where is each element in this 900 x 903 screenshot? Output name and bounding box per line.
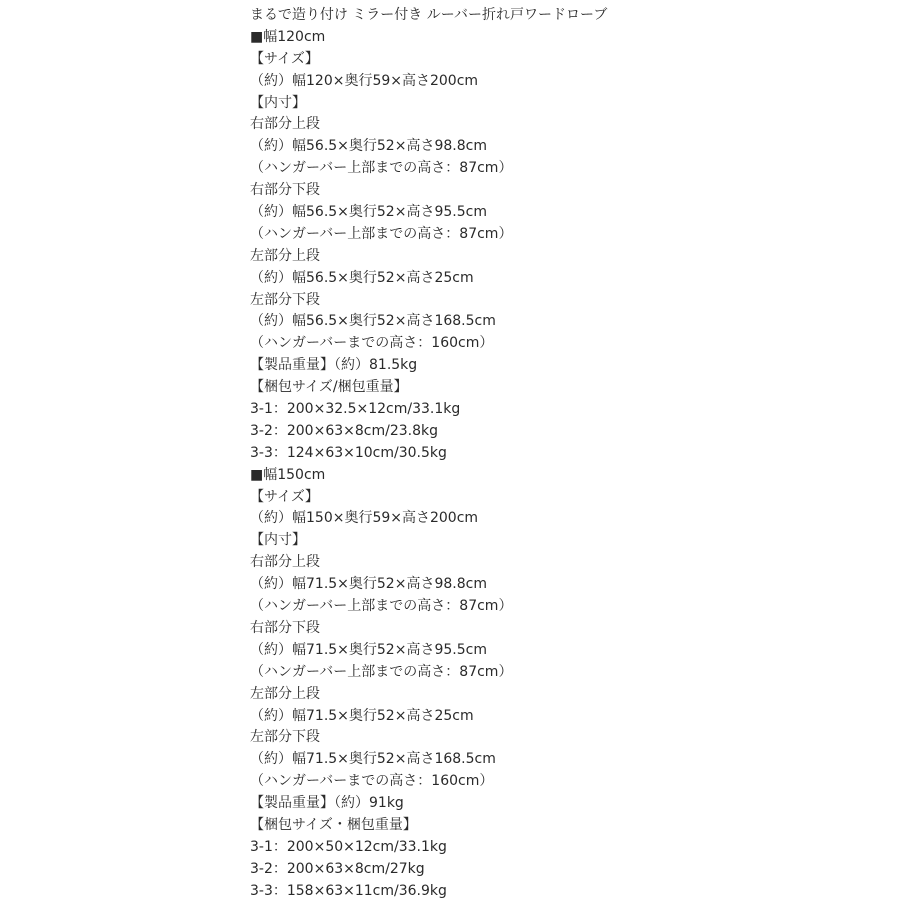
spec-line: 3-2：200×63×8cm/27kg [250,860,425,877]
spec-line: 3-1：200×50×12cm/33.1kg [250,838,447,855]
spec-line: 3-3：158×63×11cm/36.9kg [250,882,447,899]
spec-line: （ハンガーバーまでの高さ：160cm） [250,335,494,352]
spec-line: 右部分下段 [250,619,320,636]
spec-line: （ハンガーバー上部までの高さ：87cm） [250,225,513,242]
spec-line: 【製品重量】（約）91kg [250,795,404,812]
spec-line: 左部分下段 [250,291,320,308]
spec-line: （約）幅56.5×奥行52×高さ98.8cm [250,138,487,155]
spec-line: （約）幅120×奥行59×高さ200cm [250,72,479,89]
spec-line: 3-3：124×63×10cm/30.5kg [250,444,447,461]
spec-line: 3-2：200×63×8cm/23.8kg [250,422,438,439]
spec-list [250,27,870,903]
spec-line: （約）幅71.5×奥行52×高さ25cm [250,707,474,724]
spec-line: 左部分上段 [250,685,320,702]
spec-line: （約）幅56.5×奥行52×高さ95.5cm [250,204,487,221]
spec-line: 左部分上段 [250,247,320,264]
spec-line: （約）幅71.5×奥行52×高さ95.5cm [250,641,487,658]
spec-line: 【内寸】 [250,94,306,111]
spec-line: （ハンガーバーまでの高さ：160cm） [250,773,494,790]
spec-line: ■幅150cm [250,466,326,483]
spec-line: （ハンガーバー上部までの高さ：87cm） [250,663,513,680]
spec-line: 右部分上段 [250,554,320,571]
spec-line: 【梱包サイズ・梱包重量】 [250,816,417,833]
spec-line: （ハンガーバー上部までの高さ：87cm） [250,160,513,177]
spec-line: 右部分下段 [250,182,320,199]
spec-line: 左部分下段 [250,729,320,746]
spec-line: 【製品重量】（約）81.5kg [250,357,418,374]
spec-line: ■幅120cm [250,28,326,45]
spec-line: 【内寸】 [250,532,306,549]
spec-line: （約）幅150×奥行59×高さ200cm [250,510,479,527]
spec-line: （約）幅56.5×奥行52×高さ168.5cm [250,313,496,330]
spec-line: （約）幅71.5×奥行52×高さ168.5cm [250,751,496,768]
spec-line: 3-1：200×32.5×12cm/33.1kg [250,401,461,418]
spec-line: 【梱包サイズ/梱包重量】 [250,379,408,396]
product-title: まるで造り付け ミラー付き ルーバー折れ戸ワードローブ [250,7,608,23]
spec-line: （約）幅56.5×奥行52×高さ25cm [250,269,474,286]
spec-line: （ハンガーバー上部までの高さ：87cm） [250,598,513,615]
spec-line: 【サイズ】 [250,50,319,67]
spec-line: 右部分上段 [250,116,320,133]
spec-line: 【サイズ】 [250,488,319,505]
spec-line: （約）幅71.5×奥行52×高さ98.8cm [250,576,487,593]
product-spec-block [250,5,870,903]
